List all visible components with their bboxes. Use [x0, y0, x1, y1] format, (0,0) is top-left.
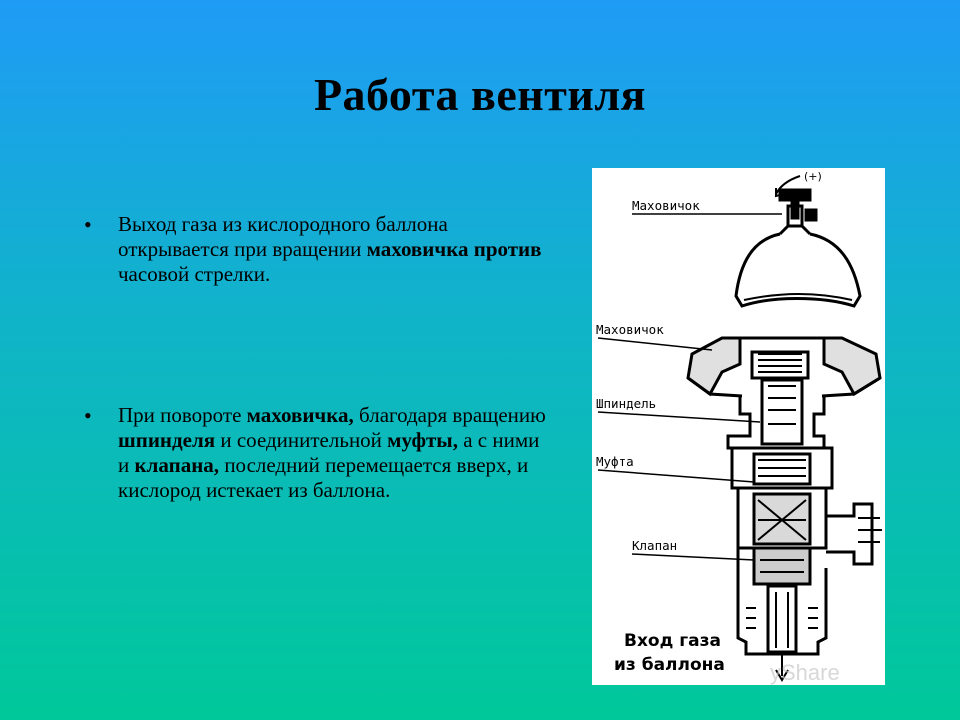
bullet-bold-text: клапана,	[134, 453, 220, 477]
label-handwheel-top: Маховичок	[632, 198, 700, 213]
bullet-text: часовой стрелки.	[118, 262, 271, 286]
bullet-text: При повороте	[118, 403, 247, 427]
rotation-sign: (+)	[804, 170, 822, 183]
label-coupling: Муфта	[596, 454, 634, 469]
bullet-text: и соединительной	[215, 428, 388, 452]
bullet-text: Выход газа из кислородного баллона открывается при вращении	[118, 212, 448, 261]
bullet-text: последний перемещается вверх, и кислород истекает из баллона.	[118, 453, 529, 502]
bullet-bold-text: муфты,	[387, 428, 458, 452]
slide-title: Работа вентиля	[313, 69, 647, 120]
bullet-item	[84, 403, 554, 503]
label-inlet-line2: из баллона	[614, 655, 725, 675]
bullet-text: а с ними и	[118, 428, 540, 477]
label-valve: Клапан	[632, 538, 678, 553]
valve-section	[598, 338, 882, 680]
top-view	[632, 176, 860, 306]
bullet-item	[84, 212, 554, 287]
valve-diagram-svg	[592, 168, 885, 685]
bullet-bold-text: маховичка против	[366, 237, 542, 261]
bullet-text: благодаря вращению	[353, 403, 546, 427]
watermark: yShare	[770, 660, 840, 685]
label-inlet-line1: Вход газа	[624, 631, 721, 651]
label-spindle: Шпиндель	[596, 396, 657, 411]
bullet-bold-text: маховичка,	[246, 403, 354, 427]
bullet-bold-text: шпинделя	[118, 428, 216, 452]
bullet-list	[84, 212, 554, 503]
valve-diagram	[592, 168, 885, 685]
label-handwheel: Маховичок	[596, 322, 664, 337]
